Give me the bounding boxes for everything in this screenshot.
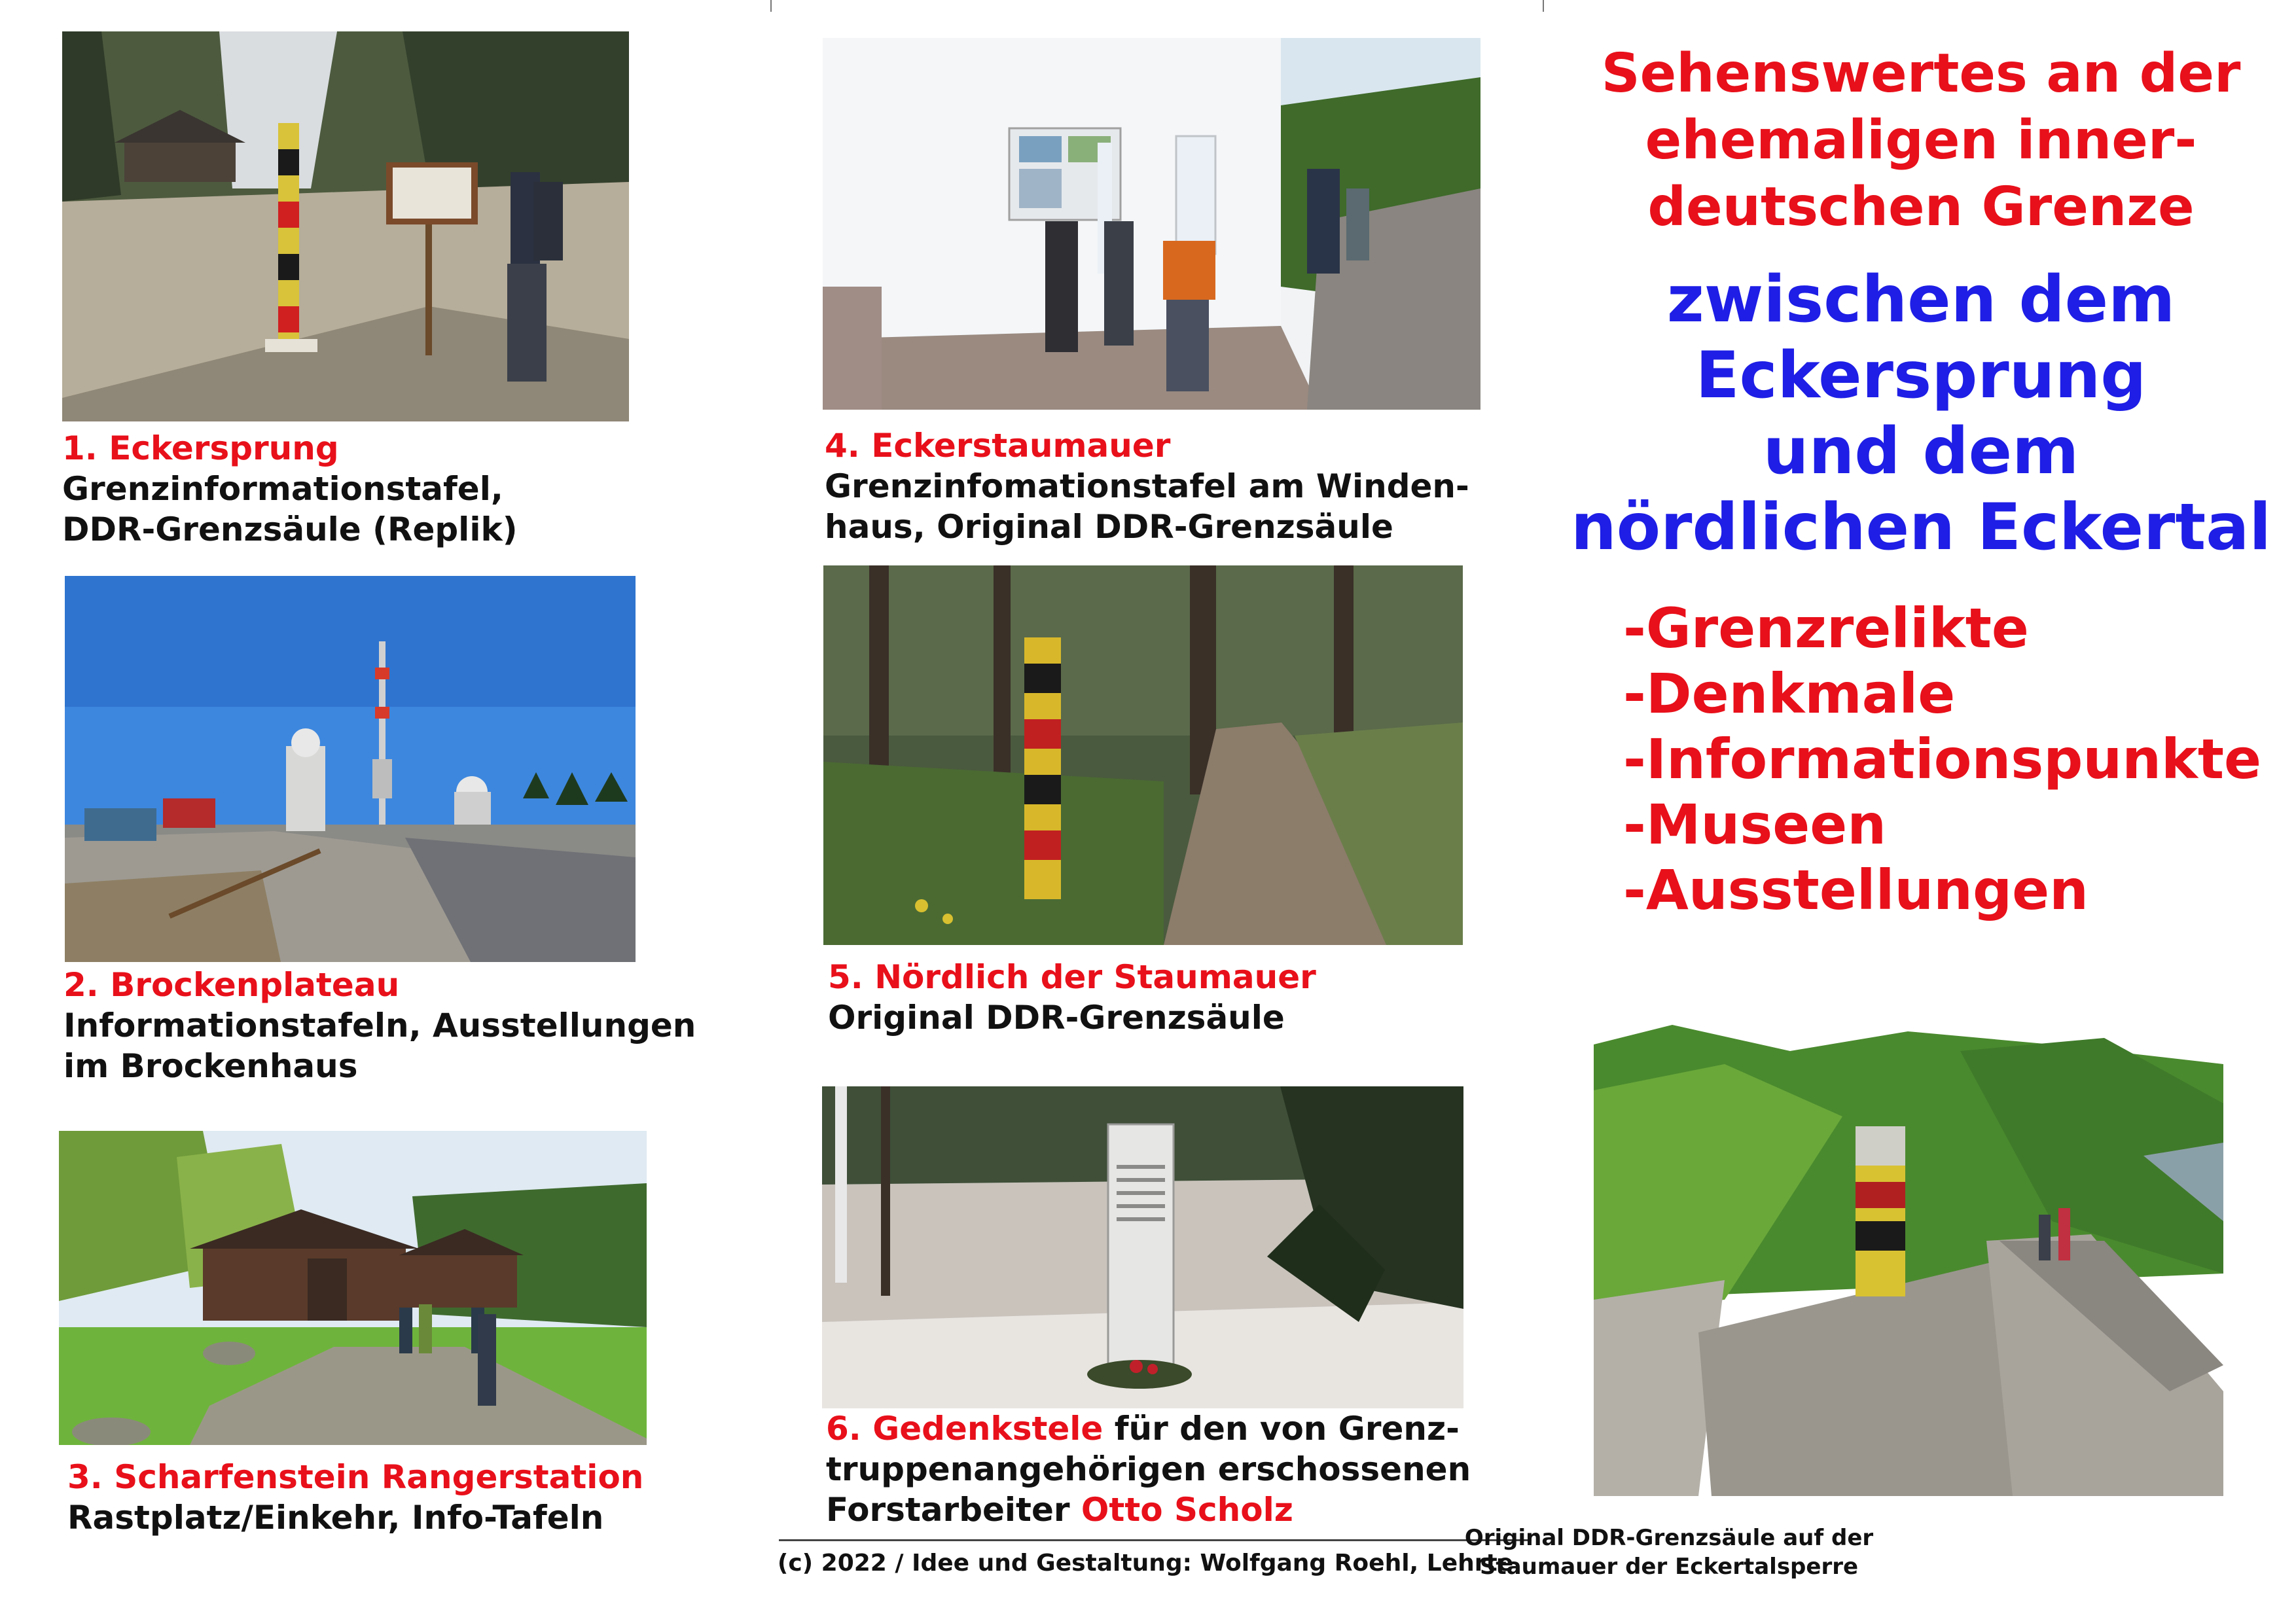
item-4-line1: Grenzinfomationstafel am Winden- — [825, 467, 1469, 505]
caption-item-1 — [62, 428, 518, 550]
caption-item-6 — [826, 1408, 1471, 1530]
page-title — [1571, 41, 2271, 241]
item-6-title-suffix: für den von Grenz- — [1103, 1410, 1460, 1448]
subtitle-line-2: Eckersprung — [1695, 338, 2147, 413]
item-1-line2: DDR-Grenzsäule (Replik) — [62, 510, 518, 548]
photo-staumauer-grenzsaeule — [1594, 1025, 2223, 1496]
item-6-name: Otto Scholz — [1081, 1491, 1293, 1529]
title-line-1: Sehenswertes an der — [1601, 43, 2241, 105]
fold-mark-right — [1543, 0, 1544, 12]
item-3-line1: Rastplatz/Einkehr, Info-Tafeln — [67, 1499, 604, 1537]
bullet-item: -Grenzrelikte — [1623, 596, 2029, 660]
item-5-line1: Original DDR-Grenzsäule — [828, 999, 1285, 1037]
item-1-line1: Grenzinformationstafel, — [62, 470, 503, 508]
item-6-line2-prefix: Forstarbeiter — [826, 1491, 1081, 1529]
item-2-line2: im Brockenhaus — [63, 1047, 358, 1085]
photo-brockenplateau — [65, 576, 636, 962]
bullet-item: -Ausstellungen — [1623, 858, 2089, 922]
photo-caption-line1: Original DDR-Grenzsäule auf der — [1464, 1525, 1874, 1551]
bullet-list — [1623, 596, 2261, 923]
photo-caption — [1276, 1524, 2062, 1581]
bullet-item: -Museen — [1623, 793, 1886, 857]
bullet-item: -Informationspunkte — [1623, 727, 2261, 791]
photo-eckerstaumauer — [823, 38, 1480, 410]
caption-item-5 — [828, 957, 1316, 1038]
fold-mark-left — [770, 0, 772, 12]
item-4-line2: haus, Original DDR-Grenzsäule — [825, 508, 1393, 546]
item-4-title: 4. Eckerstaumauer — [825, 427, 1171, 465]
photo-noerdlich-staumauer — [823, 565, 1463, 945]
item-6-title-line — [826, 1408, 1471, 1449]
photo-scharfenstein — [59, 1131, 647, 1445]
item-3-title: 3. Scharfenstein Rangerstation — [67, 1458, 644, 1496]
item-5-title: 5. Nördlich der Staumauer — [828, 958, 1316, 996]
subtitle-line-3: und dem — [1763, 414, 2079, 489]
caption-item-3 — [67, 1457, 643, 1538]
item-2-line1: Informationstafeln, Ausstellungen — [63, 1007, 696, 1044]
subtitle-line-4: nördlichen Eckertal — [1571, 490, 2271, 565]
item-2-title: 2. Brockenplateau — [63, 966, 400, 1004]
caption-item-2 — [63, 965, 696, 1086]
photo-eckersprung — [62, 31, 629, 421]
item-6-title: 6. Gedenkstele — [826, 1410, 1103, 1448]
photo-gedenkstele — [822, 1086, 1463, 1408]
caption-item-4 — [825, 425, 1469, 547]
title-line-2: ehemaligen inner- — [1645, 109, 2197, 171]
item-6-line1: truppenangehörigen erschossenen — [826, 1450, 1471, 1488]
subtitle-line-1: zwischen dem — [1666, 262, 2176, 337]
page-subtitle — [1551, 262, 2291, 565]
title-line-3: deutschen Grenze — [1647, 176, 2195, 238]
bullet-item: -Denkmale — [1623, 662, 1956, 726]
photo-caption-line2: Staumauer der Eckertalsperre — [1479, 1554, 1859, 1580]
footer-credit: (c) 2022 / Idee und Gestaltung: Wolfgang Roehl, Lehrte — [777, 1550, 1514, 1577]
item-1-title: 1. Eckersprung — [62, 429, 339, 467]
